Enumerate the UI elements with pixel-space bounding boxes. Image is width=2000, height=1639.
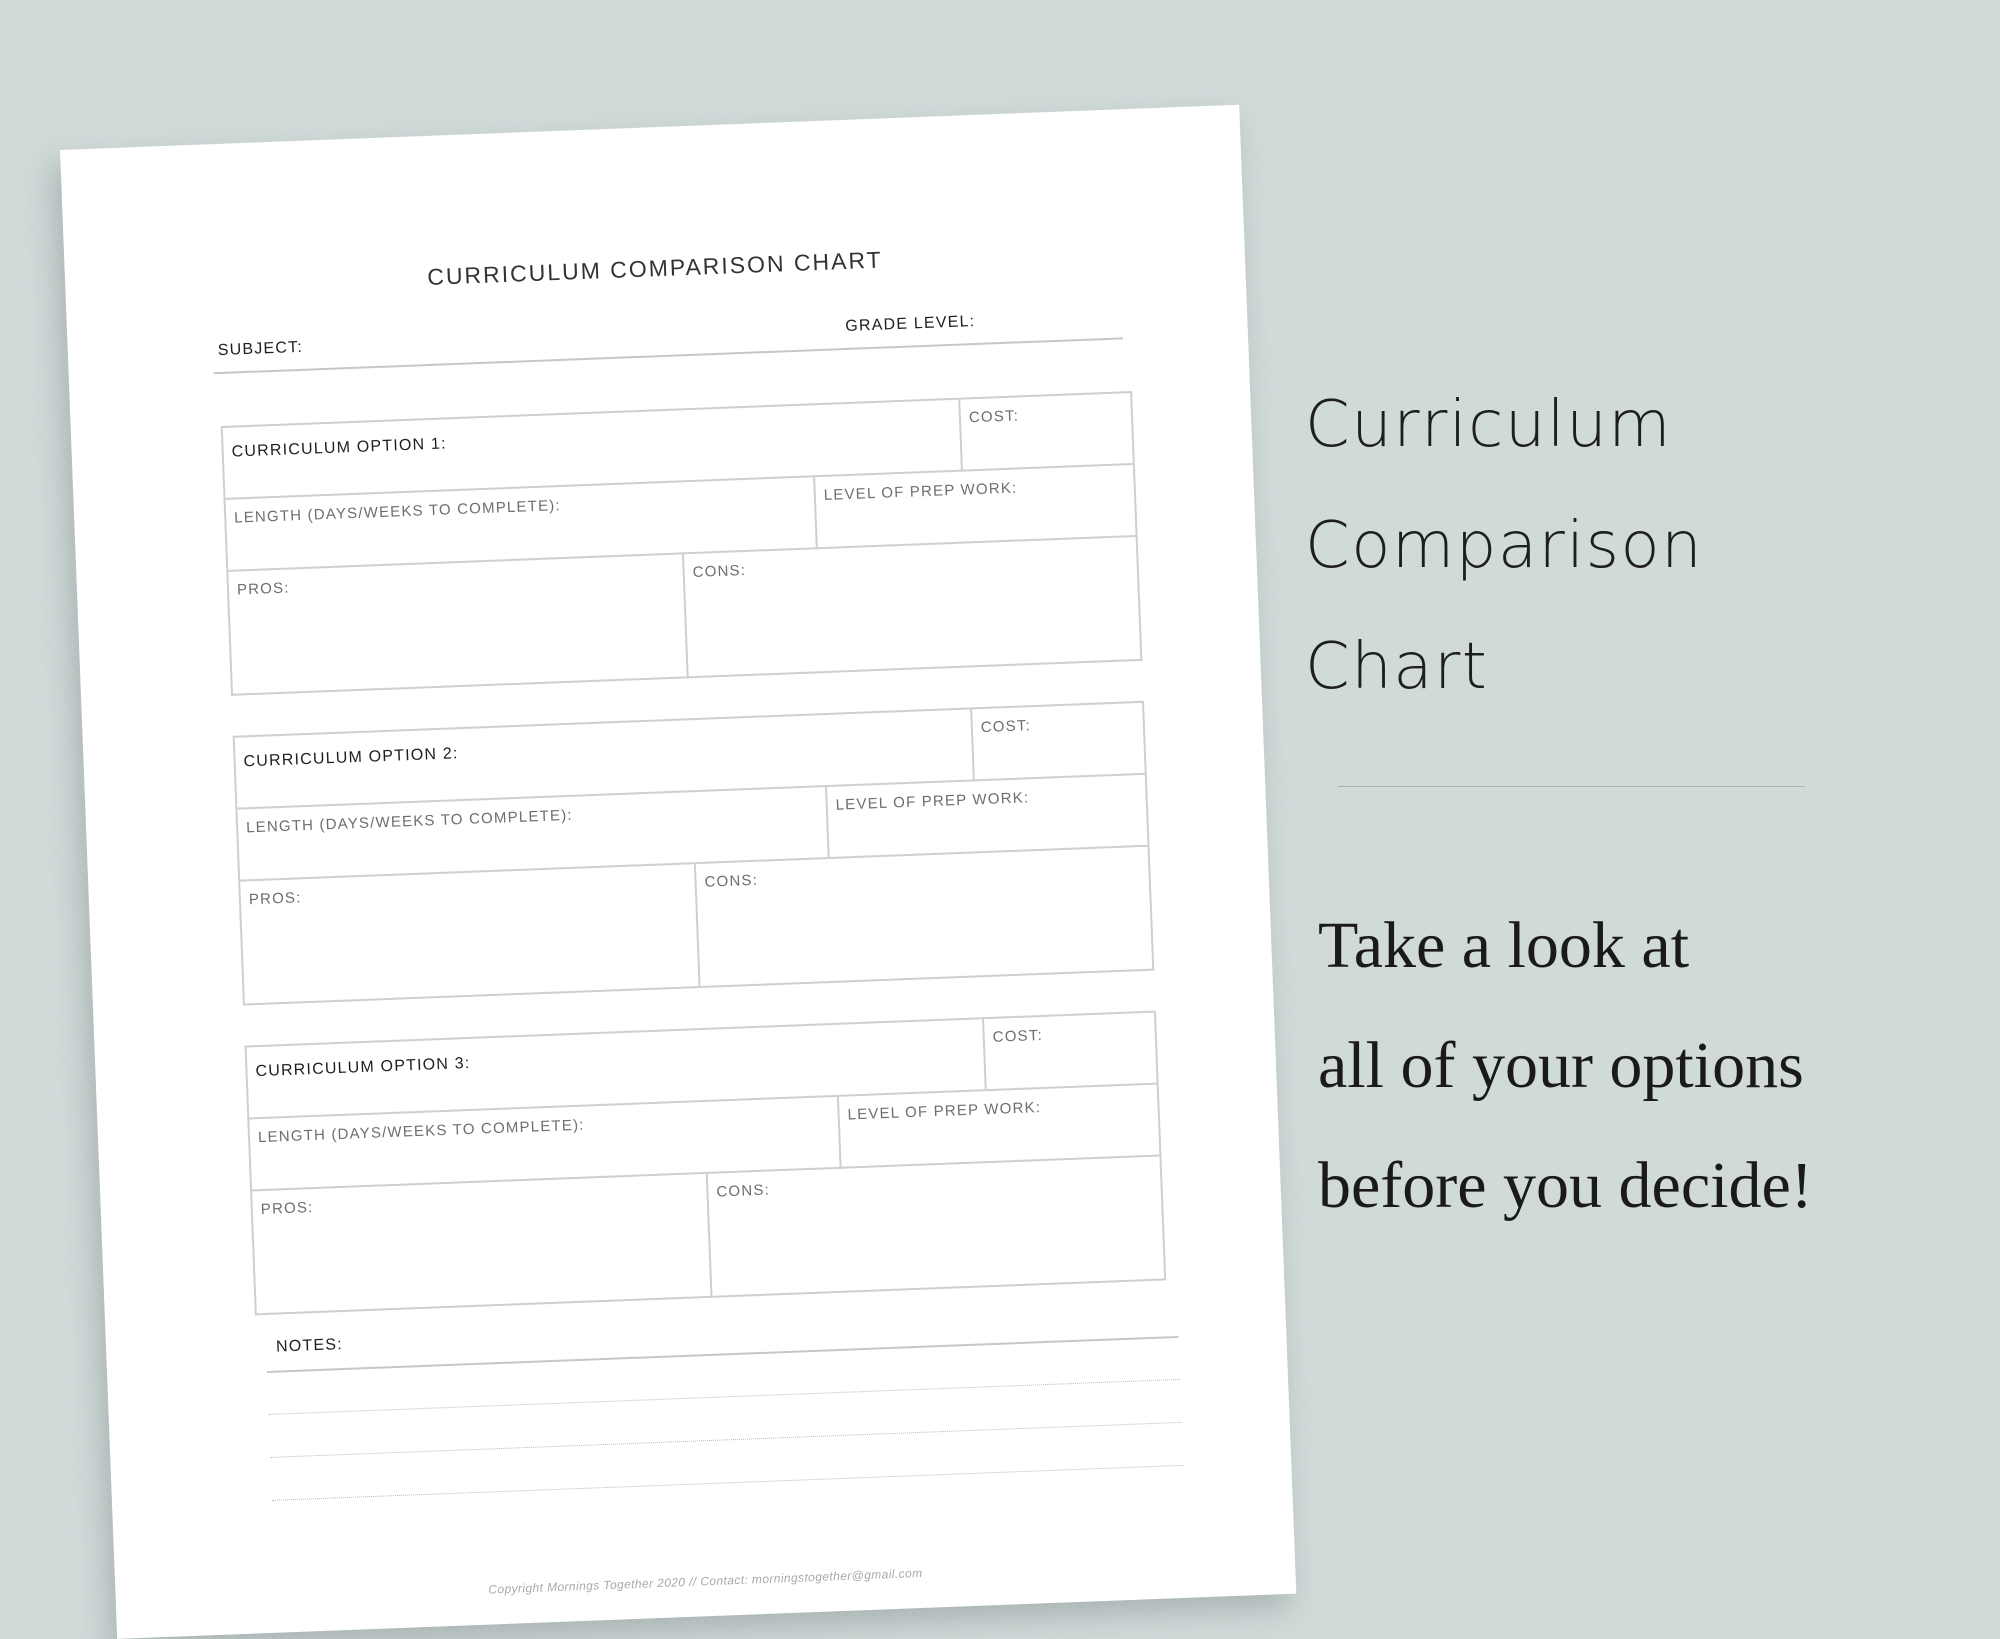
headline-line: Chart (1305, 630, 1489, 704)
option-2-length: LENGTH (DAYS/WEEKS TO COMPLETE): (237, 787, 829, 882)
option-3-title: CURRICULUM OPTION 3: (247, 1019, 987, 1119)
option-2-title: CURRICULUM OPTION 2: (235, 709, 975, 809)
subject-grade-line (214, 337, 1123, 374)
notes-line (270, 1422, 1181, 1458)
notes-line (267, 1336, 1178, 1373)
option-1-length: LENGTH (DAYS/WEEKS TO COMPLETE): (226, 477, 818, 572)
option-2-cons: CONS: (704, 871, 759, 891)
curriculum-option-2 (233, 701, 1155, 1006)
tagline-line: all of your options (1318, 1029, 1804, 1102)
headline-line: Curriculum (1305, 388, 1673, 462)
option-3-length: LENGTH (DAYS/WEEKS TO COMPLETE): (249, 1097, 841, 1192)
option-1-pros: PROS: (228, 554, 688, 693)
curriculum-option-1 (221, 391, 1143, 696)
grade-level-label: GRADE LEVEL: (845, 312, 976, 335)
tagline-line: before you decide! (1318, 1149, 1813, 1222)
tagline-line: Take a look at (1318, 909, 1690, 982)
option-1-cons: CONS: (692, 561, 747, 582)
option-1-prep: LEVEL OF PREP WORK: (815, 465, 1136, 549)
option-1-title: CURRICULUM OPTION 1: (223, 400, 963, 500)
curriculum-option-3 (245, 1011, 1167, 1316)
subject-label: SUBJECT: (217, 338, 304, 360)
notes-label: NOTES: (275, 1336, 344, 1356)
option-2-cost: COST: (972, 703, 1145, 781)
worksheet-title: CURRICULUM COMPARISON CHART (426, 246, 884, 290)
notes-line (272, 1465, 1183, 1501)
printable-worksheet (60, 105, 1296, 1639)
promo-divider (1338, 786, 1805, 787)
option-2-pros: PROS: (240, 864, 700, 1003)
promo-tagline (1318, 886, 1813, 1246)
promo-headline (1305, 365, 1703, 728)
option-1-cost: COST: (960, 393, 1133, 471)
notes-line (269, 1379, 1180, 1415)
option-3-cons: CONS: (716, 1181, 771, 1201)
option-3-pros: PROS: (252, 1174, 712, 1313)
option-2-prep: LEVEL OF PREP WORK: (827, 775, 1148, 859)
headline-line: Comparison (1305, 509, 1704, 583)
copyright-footer: Copyright Mornings Together 2020 // Contact: morningstogether@gmail.com (488, 1565, 923, 1597)
option-3-prep: LEVEL OF PREP WORK: (839, 1085, 1160, 1169)
option-3-cost: COST: (984, 1013, 1157, 1091)
